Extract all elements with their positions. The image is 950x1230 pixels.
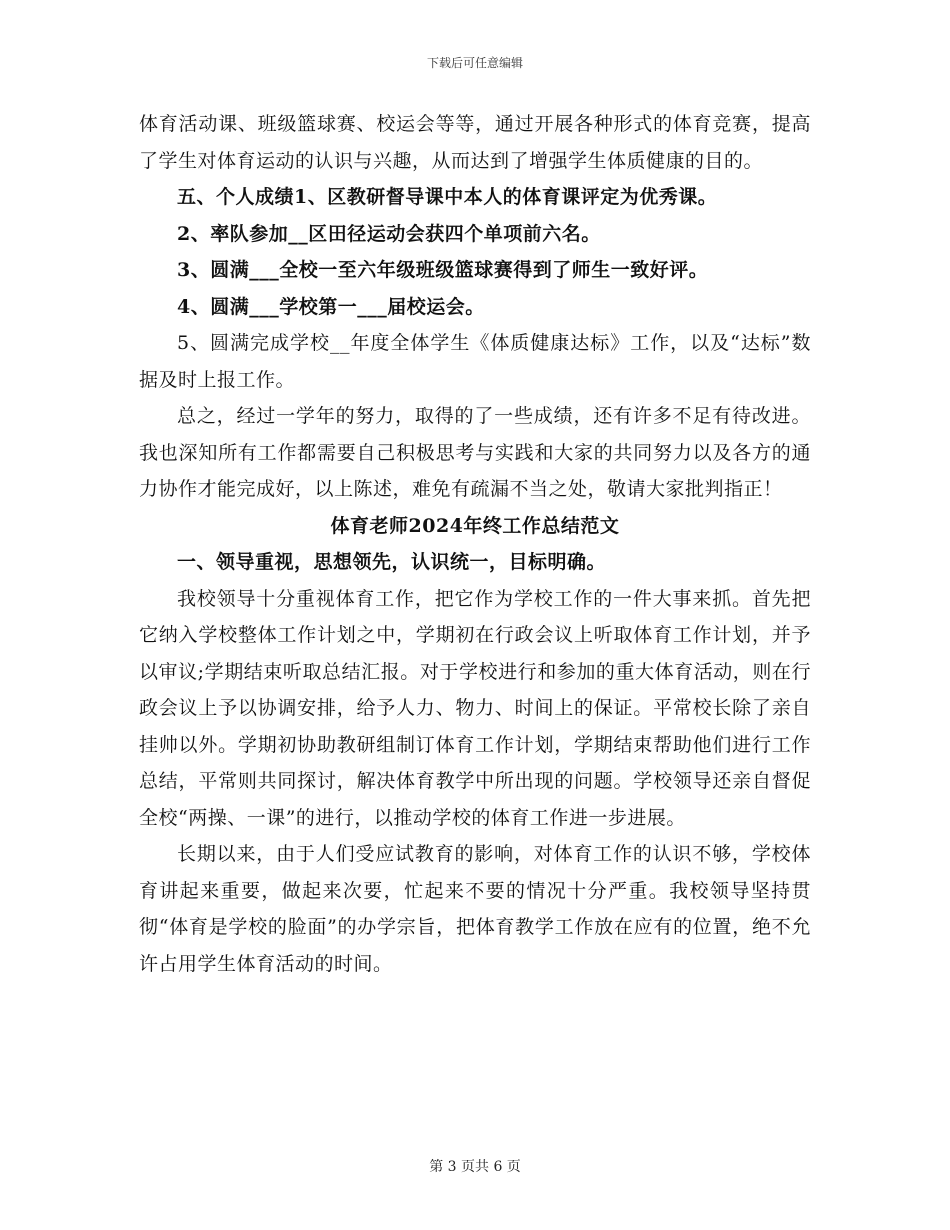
paragraph-continued: 体育活动课、班级篮球赛、校运会等等，通过开展各种形式的体育竞赛，提高了学生对体育运动的认识与兴趣，从而达到了增强学生体质健康的目的。: [139, 113, 811, 172]
body-paragraph-1: 我校领导十分重视体育工作，把它作为学校工作的一件大事来抓。首先把它纳入学校整体工作计划之中，学期初在行政会议上听取体育工作计划，并予以审议;学期结束听取总结汇报。对于学校进行和参加的重大体育活动，则在行政会议上予以协调安排，给予人力、物力、时间上的保证。平常校长除了亲自挂帅以外。学期初协助教研组制订体育工作计划，学期结束帮助他们进行工作总结，平常则共同探讨，解决体育教学中所出现的问题。学校领导还亲自督促全校“两操、一课”的进行，以推动学校的体育工作进一步进展。: [139, 587, 811, 829]
document-body: [139, 106, 811, 982]
achievement-item-3: 3、圆满___全校一至六年级班级篮球赛得到了师生一致好评。: [177, 259, 709, 281]
section-heading-1: 一、领导重视，思想领先，认识统一，目标明确。: [177, 551, 607, 573]
achievement-item-2: 2、率队参加__区田径运动会获四个单项前六名。: [177, 222, 601, 245]
achievement-item-5: 5、圆满完成学校__年度全体学生《体质健康达标》工作，以及“达标”数据及时上报工作。: [139, 332, 811, 391]
article-title: 体育老师2024年终工作总结范文: [330, 514, 620, 537]
achievement-item-4: 4、圆满___学校第一___届校运会。: [177, 295, 485, 318]
achievement-heading: 五、个人成绩1、区教研督导课中本人的体育课评定为优秀课。: [177, 186, 718, 208]
page-header: 下载后可任意编辑: [426, 56, 523, 70]
summary-paragraph: 总之，经过一学年的努力，取得的了一些成绩，还有许多不足有待改进。我也深知所有工作都需要自己积极思考与实践和大家的共同努力以及各方的通力协作才能完成好，以上陈述，难免有疏漏不当之处，敬请大家批判指正！: [139, 405, 811, 500]
page-number-footer: 第 3 页共 6 页: [429, 1159, 521, 1175]
body-paragraph-2: 长期以来，由于人们受应试教育的影响，对体育工作的认识不够，学校体育讲起来重要，做起来次要，忙起来不要的情况十分严重。我校领导坚持贯彻“体育是学校的脸面”的办学宗旨，把体育教学工作放在应有的位置，绝不允许占用学生体育活动的时间。: [139, 843, 811, 975]
